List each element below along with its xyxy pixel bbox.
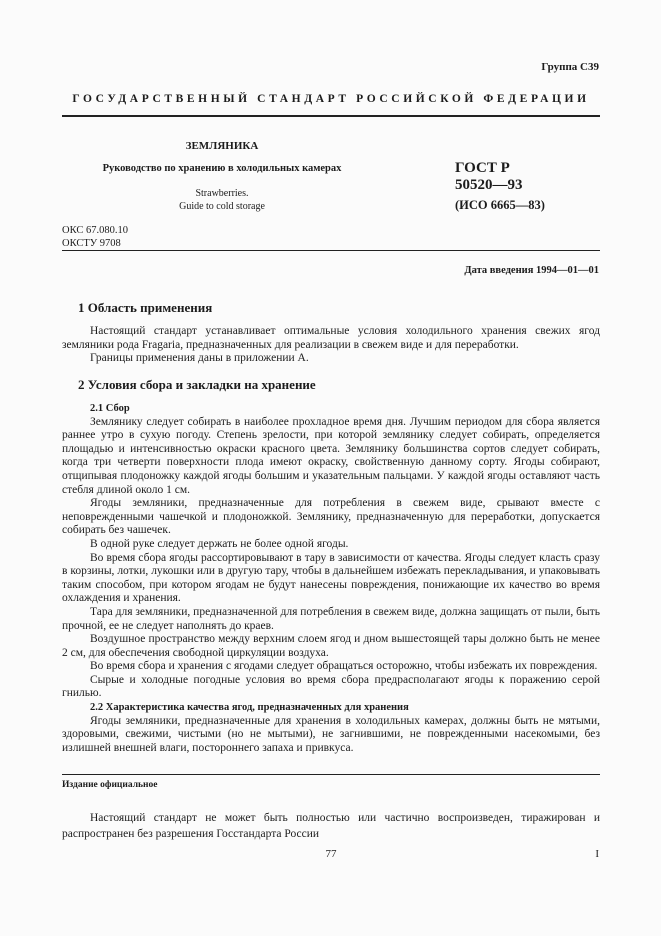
paragraph: Землянику следует собирать в наиболее прохладное время дня. Лучшим периодом для сбора является раннее утро в сухую погоду. Степень зрелости, при которой землянику следует собирать, определяется площадью и интенсивностью окраски красного цвета. Землянику большинства сортов следует собирать, когда три четверти поверхности плода имеют окраску, свойственную данному сорту. Ягоды собирают, отщипывая плодоножку каждой ягоды большим и указательным пальцами. У каждой ягоды оставляют часть стебля длиной около 1 см. [62,415,600,496]
group-code: Группа С39 [541,61,599,73]
title-rule [62,250,600,251]
title-block [62,140,382,213]
paragraph: Во время сбора и хранения с ягодами следует обращаться осторожно, чтобы избежать их повреждения. [90,660,598,673]
gost-prefix: ГОСТ Р [455,160,510,176]
paragraph: Настоящий стандарт устанавливает оптимальные условия холодильного хранения свежих ягод земляники рода Fragaria, предназначенных для реализации в свежем виде и для переработки. [62,325,600,351]
copyright-text: Настоящий стандарт не может быть полностью или частично воспроизведен, тиражирован и распространен без разрешения Госстандарта России [62,812,600,840]
introduction-date: Дата введения 1994—01—01 [464,265,599,276]
subsection-2-2-heading: 2.2 Характеристика качества ягод, предназначенных для хранения [90,702,409,714]
iso-reference: (ИСО 6665—83) [455,198,545,212]
corner-mark: I [595,848,599,860]
paragraph: Ягоды земляники, предназначенные для хранения в холодильных камерах, должны быть не мятыми, здоровыми, свежими, чистыми (но не мытыми), не загнившими, не поврежденными насекомыми, без излишней внешней влаги, постороннего запаха и привкуса. [62,714,600,754]
paragraph: Тара для земляники, предназначенной для потребления в свежем виде, должна защищать от пыли, быть прочной, ее не следует наполнять до краев. [62,605,600,632]
english-title-line2: Guide to cold storage [179,201,265,212]
document-title: ЗЕМЛЯНИКА [185,140,259,152]
oks-code: ОКС 67.080.10 [62,225,128,236]
gost-designation [455,160,595,213]
gost-number: 50520—93 [455,177,523,193]
paragraph: Границы применения даны в приложении А. [90,352,309,365]
paragraph: Воздушное пространство между верхним слоем ягод и дном вышестоящей тары должно быть не менее 2 см, для обеспечения свободной циркуляции воздуха. [62,633,600,659]
section-2-heading: 2 Условия сбора и закладки на хранение [78,377,316,392]
document-subtitle: Руководство по хранению в холодильных камерах [102,163,342,174]
page-number: 77 [325,848,337,860]
classification-codes [62,224,128,250]
state-standard-heading: ГОСУДАРСТВЕННЫЙ СТАНДАРТ РОССИЙСКОЙ ФЕДЕРАЦИИ [72,93,590,105]
subsection-2-1-heading: 2.1 Сбор [90,403,130,414]
english-title-line1: Strawberries. [195,188,249,199]
paragraph: В одной руке следует держать не более одной ягоды. [90,537,349,550]
paragraph: Ягоды земляники, предназначенные для потребления в свежем виде, срывают вместе с неповрежденными чашечкой и плодоножкой. Землянику, предназначенную для переработки, допускается собирать без чашечек. [62,497,600,537]
section-1-heading: 1 Область применения [78,300,213,315]
official-edition-label: Издание официальное [62,780,158,790]
footer-rule [62,774,600,775]
header-rule [62,115,600,117]
copyright-note [62,810,600,842]
section-2-body [62,402,600,755]
paragraph: Сырые и холодные погодные условия во время сбора предрасполагают ягоды к поражению серой гнилью. [62,673,600,700]
paragraph: Во время сбора ягоды рассортировывают в тару в зависимости от качества. Ягоды следует класть сразу в корзины, лотки, лукошки или в другую тару, чтобы в дальнейшем избежать перекладывания, и упаковывать таким способом, при котором ягодам не будут нанесены повреждения, понижающие их качество во время охлаждения и хранения. [62,551,600,605]
okstu-code: ОКСТУ 9708 [62,238,121,249]
section-1-body [62,325,600,366]
